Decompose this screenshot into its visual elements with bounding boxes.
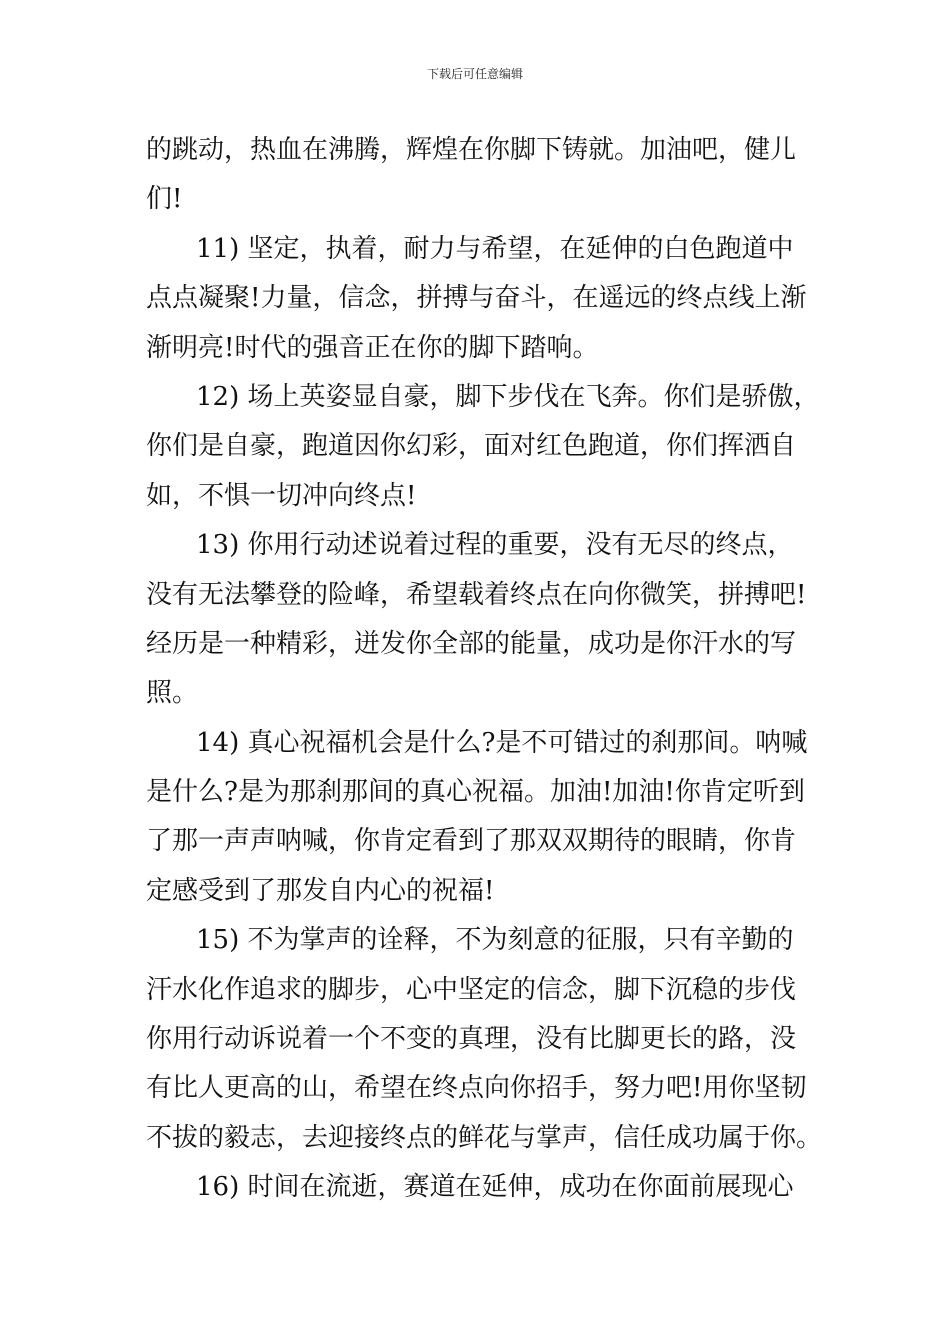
text-line: 没有无法攀登的险峰，希望载着终点在向你微笑，拼搏吧!: [146, 579, 807, 610]
text-line: 如，不惧一切冲向终点!: [146, 480, 417, 511]
text-line: 是什么?是为那刹那间的真心祝福。加油!加油!你肯定听到: [146, 777, 805, 808]
text-line: 点点凝聚!力量，信念，拼搏与奋斗，在遥远的终点线上渐: [146, 283, 807, 314]
text-line: 渐明亮!时代的强音正在你的脚下踏响。: [146, 332, 599, 363]
text-line: 13) 你用行动述说着过程的重要，没有无尽的终点，: [196, 530, 794, 561]
text-line: 15) 不为掌声的诠释，不为刻意的征服，只有辛勤的: [196, 925, 794, 956]
text-line: 汗水化作追求的脚步，心中坚定的信念，脚下沉稳的步伐: [146, 974, 797, 1005]
document-body: [146, 126, 823, 1213]
text-line: 16) 时间在流逝，赛道在延伸，成功在你面前展现心: [196, 1172, 794, 1203]
text-line: 的跳动，热血在沸腾，辉煌在你脚下铸就。加油吧，健儿: [146, 135, 797, 165]
text-line: 你用行动诉说着一个不变的真理，没有比脚更长的路，没: [146, 1024, 797, 1055]
text-line: 照。: [146, 678, 199, 709]
text-line: 们!: [146, 184, 183, 215]
text-line: 14) 真心祝福机会是什么?是不可错过的刹那间。呐喊: [196, 727, 808, 758]
text-line: 不拔的毅志，去迎接终点的鲜花与掌声，信任成功属于你。: [146, 1122, 823, 1153]
header-note: 下载后可任意编辑: [426, 67, 523, 81]
text-line: 你们是自豪，跑道因你幻彩，面对红色跑道，你们挥洒自: [146, 431, 797, 462]
text-line: 经历是一种精彩，迸发你全部的能量，成功是你汗水的写: [146, 628, 797, 659]
text-line: 12) 场上英姿显自豪，脚下步伐在飞奔。你们是骄傲，: [196, 381, 820, 412]
text-line: 11) 坚定，执着，耐力与希望，在延伸的白色跑道中: [196, 233, 794, 264]
text-line: 定感受到了那发自内心的祝福!: [146, 875, 495, 906]
text-line: 有比人更高的山，希望在终点向你招手，努力吧!用你坚韧: [146, 1073, 807, 1104]
text-line: 了那一声声呐喊，你肯定看到了那双双期待的眼睛，你肯: [146, 826, 797, 857]
